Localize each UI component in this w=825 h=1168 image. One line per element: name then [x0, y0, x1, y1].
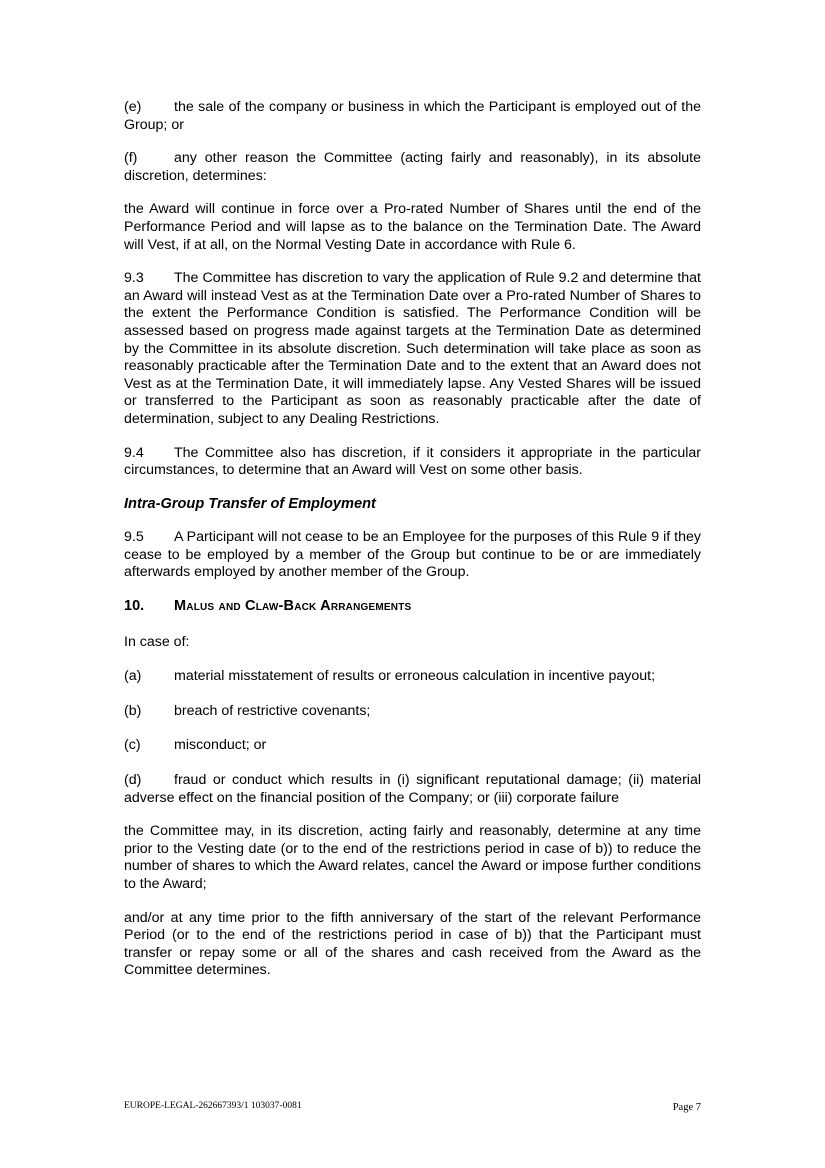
rule-9-3 [124, 270, 701, 428]
section-number: 10. [124, 598, 145, 615]
item-text: the sale of the company or business in which the Participant is employed out of the Group; or [124, 99, 701, 133]
in-case-of: In case of: [124, 633, 190, 650]
paragraph-award-continue: the Award will continue in force over a Pro-rated Number of Shares until the end of the Performance Period and will lapse as to the balance on the Termination Date. The Award will Vest, if at all, on the Normal Vesting Date in accordance with Rule 6. [124, 201, 701, 253]
list-item-b [124, 703, 701, 721]
rule-9-5 [124, 529, 701, 582]
document-reference: EUROPE-LEGAL-262667393/1 103037-0081 [124, 1101, 302, 1111]
item-label: (e) [124, 99, 142, 115]
rule-number: 9.3 [124, 270, 144, 287]
item-text: fraud or conduct which results in (i) significant reputational damage; (ii) material adverse effect on the financial position of the Company; or (iii) corporate failure [124, 772, 701, 806]
item-label: (d) [124, 772, 142, 789]
item-text: breach of restrictive covenants; [174, 702, 371, 719]
paragraph-e [124, 99, 701, 134]
rule-number: 9.4 [124, 444, 144, 461]
subheading-intra-group: Intra-Group Transfer of Employment [124, 495, 376, 512]
item-label: (f) [124, 150, 138, 167]
page-number: Page 7 [672, 1102, 701, 1113]
section-title: Malus and Claw-Back Arrangements [174, 598, 412, 615]
paragraph-committee-may: the Committee may, in its discretion, acting fairly and reasonably, determine at any time prior to the Vesting date (or to the end of the restrictions period in case of b)) to reduce the number of shares to which the Award relates, cancel the Award or impose further conditions to the Award; [124, 823, 701, 892]
list-item-a [124, 668, 701, 686]
rule-number: 9.5 [124, 529, 144, 546]
rule-9-4 [124, 445, 701, 480]
item-label: (b) [124, 702, 142, 719]
document-body [124, 99, 701, 996]
list-item-c [124, 737, 701, 755]
item-text: misconduct; or [174, 737, 267, 754]
section-10-heading [124, 598, 701, 616]
paragraph-and-or: and/or at any time prior to the fifth anniversary of the start of the relevant Performance Period (or to the end of the restrictions period in case of b)) that the Participant must transfer or repay some or all of the shares and cash received from the Award as the Committee determines. [124, 909, 701, 979]
item-text: any other reason the Committee (acting fairly and reasonably), in its absolute discretion, determines: [124, 150, 701, 184]
rule-text: The Committee also has discretion, if it considers it appropriate in the particular circumstances, to determine that an Award will Vest on some other basis. [124, 444, 701, 479]
item-text: material misstatement of results or erroneous calculation in incentive payout; [174, 668, 656, 685]
item-label: (a) [124, 668, 142, 685]
list-item-d [124, 772, 701, 807]
paragraph-f [124, 150, 701, 185]
rule-text: A Participant will not cease to be an Employee for the purposes of this Rule 9 if they cease to be employed by a member of the Group but continue to be or are immediately afterwards employed by another member of the Group. [124, 529, 701, 581]
item-label: (c) [124, 737, 141, 754]
rule-text: The Committee has discretion to vary the application of Rule 9.2 and determine that an Award will instead Vest as at the Termination Date over a Pro-rated Number of Shares to the extent the Performance Condition is satisfied. The Performance Condition will be assessed based on progress made against targets at the Termination Date as determined by the Committee in its absolute discretion. Such determination will take place as soon as reasonably practicable after the Termination Date and to the extent that an Award does not Vest as at the Termination Date, it will immediately lapse. Any Vested Shares will be issued or transferred to the Participant as soon as reasonably practicable after the date of determination, subject to any Dealing Restrictions. [124, 270, 701, 427]
